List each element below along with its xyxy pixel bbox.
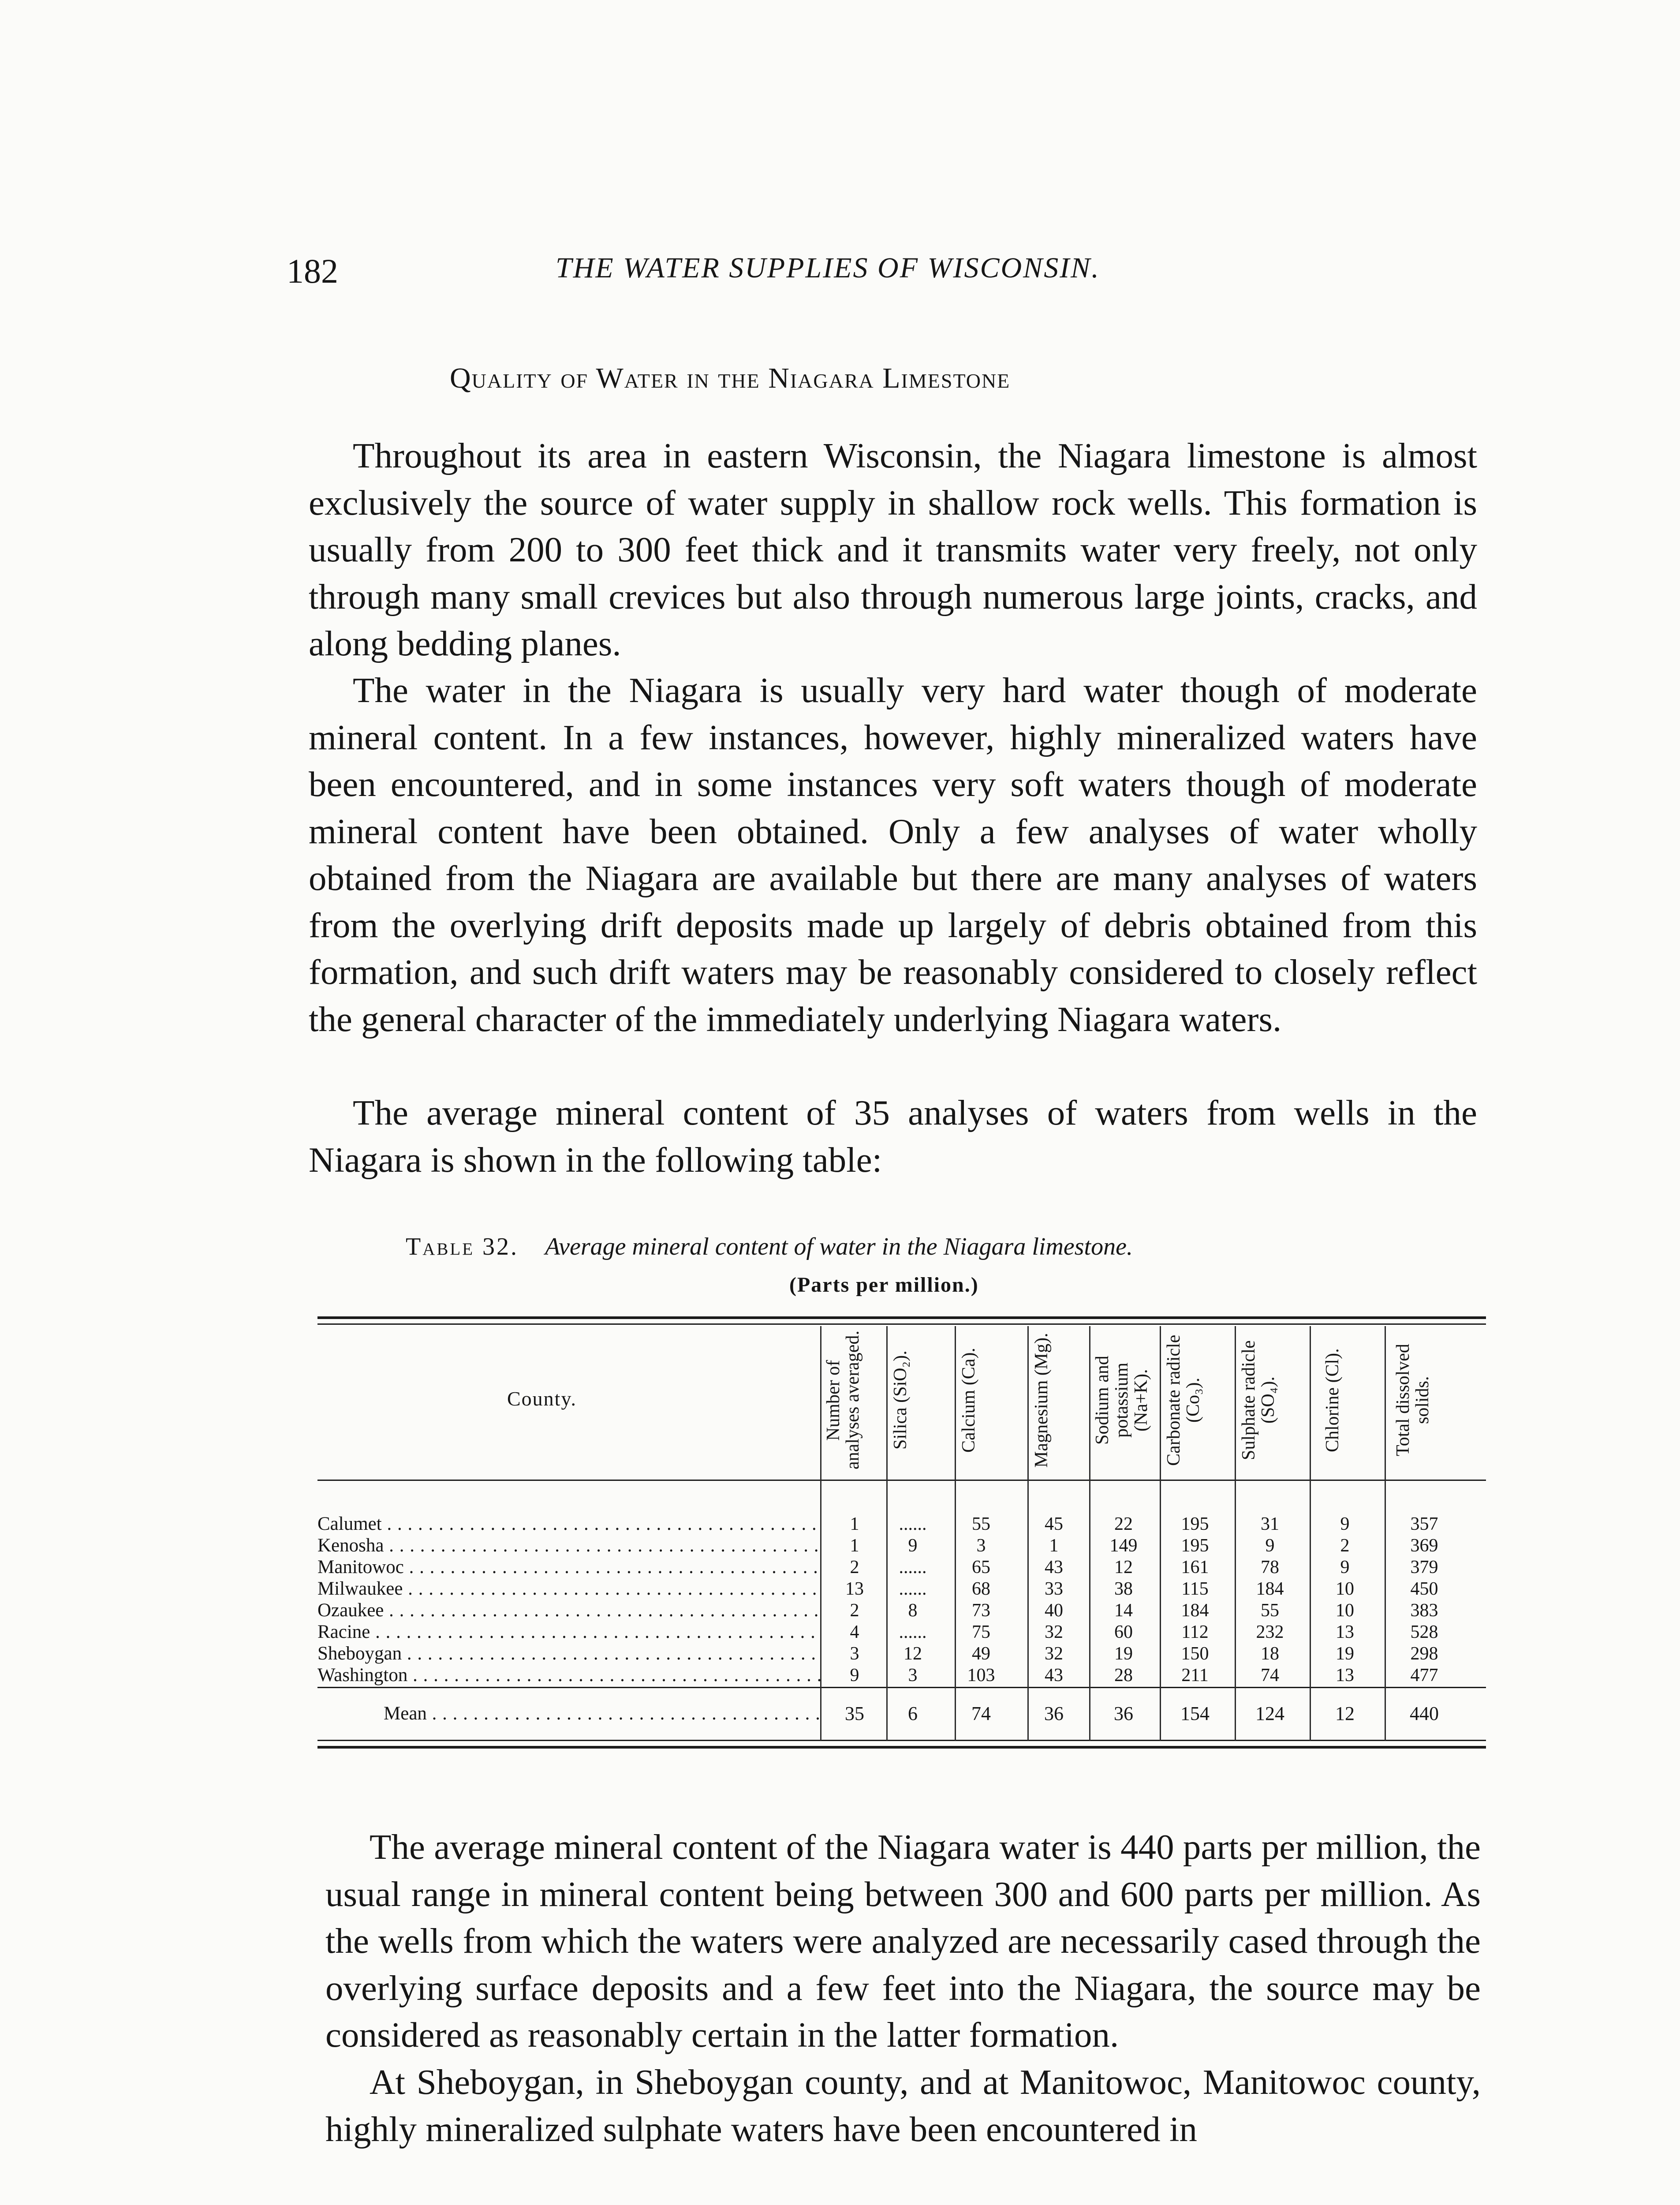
mean-cell: 35 <box>845 1703 864 1724</box>
table-cell: ...... <box>899 1514 927 1534</box>
table-cell: 115 <box>1181 1579 1209 1599</box>
column-header: Sodium and potassium (Na+K). <box>1092 1356 1151 1445</box>
table-top-rule <box>317 1316 1486 1319</box>
table-cell: 40 <box>1045 1600 1063 1621</box>
table-caption <box>406 1233 1464 1261</box>
table-cell: 379 <box>1410 1557 1438 1577</box>
mean-cell: 154 <box>1180 1703 1210 1724</box>
column-header: Number of analyses averaged. <box>823 1330 863 1470</box>
table-cell: 38 <box>1114 1579 1133 1599</box>
table-cell: 19 <box>1114 1644 1133 1664</box>
table-cell: 149 <box>1109 1536 1138 1556</box>
table-cell: 2 <box>850 1557 859 1577</box>
paragraph-text: The water in the Niagara is usually very hard water though of moderate mineral content. In a few instances, however, highly mineralized waters have been encountered, and in some instances very soft waters though of moderate mineral content have been obtained. Only a few analyses of water wholly obtained from the Niagara are available but there are many analyses of waters from the overlying drift deposits made up largely of debris obtained from this formation, and such drift waters may be reasonably considered to closely reflect the general character of the immediately underlying Niagara waters. <box>309 670 1477 1039</box>
paragraph-3 <box>309 1089 1477 1183</box>
table-cell: 32 <box>1045 1644 1063 1664</box>
table-cell: 528 <box>1410 1622 1438 1642</box>
table-cell: 74 <box>1261 1665 1279 1686</box>
table-cell: 150 <box>1181 1644 1209 1664</box>
mean-cell: 74 <box>971 1703 991 1724</box>
table-cell: 184 <box>1256 1579 1284 1599</box>
paragraph-text: Throughout its area in eastern Wisconsin, the Niagara limestone is almost exclusively the source of water supply in shallow rock wells. This formation is usually from 200 to 300 feet thick and it transmits water very freely, not only through many small crevices but also through numerous large joints, cracks, and along bedding planes. <box>309 436 1477 663</box>
table-cell: 43 <box>1045 1665 1063 1686</box>
table-cell: 28 <box>1114 1665 1133 1686</box>
table-cell: 13 <box>845 1579 864 1599</box>
column-header: Total dissolved solids. <box>1393 1344 1433 1457</box>
table-cell: 3 <box>976 1536 986 1556</box>
table-cell: 9 <box>850 1665 859 1686</box>
table-cell: 232 <box>1256 1622 1284 1642</box>
table-top-rule-thin <box>317 1323 1486 1325</box>
table-cell: 9 <box>1340 1557 1350 1577</box>
table-cell: 1 <box>850 1536 859 1556</box>
table-caption-text: Average mineral content of water in the Niagara limestone. <box>545 1233 1133 1260</box>
table-cell: 55 <box>972 1514 990 1534</box>
mean-cell: 12 <box>1335 1703 1355 1724</box>
paragraph-text: The average mineral content of 35 analyses of waters from wells in the Niagara is shown in the following table: <box>309 1093 1477 1180</box>
table-cell: 195 <box>1181 1536 1209 1556</box>
table-cell: 2 <box>1340 1536 1350 1556</box>
table-cell: 195 <box>1181 1514 1209 1534</box>
table-cell: 22 <box>1114 1514 1133 1534</box>
table-cell: 31 <box>1261 1514 1279 1534</box>
running-title: THE WATER SUPPLIES OF WISCONSIN. <box>556 252 1100 284</box>
table-cell: 75 <box>972 1622 990 1642</box>
table-cell: 12 <box>1114 1557 1133 1577</box>
table-cell: 68 <box>972 1579 990 1599</box>
column-divider <box>1235 1326 1236 1741</box>
table-cell: 383 <box>1410 1600 1438 1621</box>
county-column-header: County. <box>507 1387 577 1410</box>
table-cell: 2 <box>850 1600 859 1621</box>
table-cell: 357 <box>1410 1514 1438 1534</box>
county-cell: Milwaukee . . . <box>317 1577 820 1600</box>
table-cell: 9 <box>908 1536 918 1556</box>
column-header: Sulphate radicle (SO₄). <box>1239 1340 1278 1460</box>
table-cell: 3 <box>908 1665 918 1686</box>
table-cell: 10 <box>1336 1579 1354 1599</box>
table-cell: ...... <box>899 1579 927 1599</box>
paragraph-5 <box>325 2059 1481 2153</box>
column-header: Chlorine (Cl). <box>1322 1348 1343 1452</box>
mean-cell: 36 <box>1114 1703 1133 1724</box>
column-divider <box>820 1326 821 1741</box>
table-cell: 1 <box>850 1514 859 1534</box>
paragraph-1 <box>309 432 1477 667</box>
table-cell: 43 <box>1045 1557 1063 1577</box>
county-cell: Manitowoc . . . <box>317 1556 820 1579</box>
mean-cell: 440 <box>1410 1703 1439 1724</box>
table-cell: 369 <box>1410 1536 1438 1556</box>
table-cell: 49 <box>972 1644 990 1664</box>
table-cell: 32 <box>1045 1622 1063 1642</box>
table-cell: 19 <box>1336 1644 1354 1664</box>
county-cell: Racine . . . <box>317 1621 820 1644</box>
table-cell: 78 <box>1261 1557 1279 1577</box>
mean-cell: 6 <box>908 1703 918 1724</box>
table-cell: 3 <box>850 1644 859 1664</box>
table-cell: 184 <box>1181 1600 1209 1621</box>
table-cell: 12 <box>903 1644 922 1664</box>
county-cell: Calumet . . . <box>317 1513 820 1536</box>
table-cell: 103 <box>967 1665 995 1686</box>
mean-cell: 36 <box>1044 1703 1064 1724</box>
column-divider <box>1310 1326 1311 1741</box>
paragraph-text: The average mineral content of the Niagara water is 440 parts per million, the usual range in mineral content being between 300 and 600 parts per million. As the wells from which the waters were analyzed are necessarily cased through the overlying surface deposits and a few feet into the Niagara, the source may be considered as reasonably certain in the latter formation. <box>325 1827 1481 2055</box>
table-cell: 13 <box>1336 1665 1354 1686</box>
table-cell: 4 <box>850 1622 859 1642</box>
table-cell: 161 <box>1181 1557 1209 1577</box>
table-cell: 1 <box>1049 1536 1059 1556</box>
table-cell: 450 <box>1410 1579 1438 1599</box>
column-header: Calcium (Ca). <box>959 1348 979 1453</box>
paragraph-4 <box>325 1824 1481 2059</box>
table-cell: 45 <box>1045 1514 1063 1534</box>
section-heading: Quality of Water in the Niagara Limestone <box>450 362 1011 394</box>
mean-label: Mean . . . <box>317 1702 820 1725</box>
table-cell: 65 <box>972 1557 990 1577</box>
table-cell: 33 <box>1045 1579 1063 1599</box>
table-cell: 477 <box>1410 1665 1438 1686</box>
table-cell: 55 <box>1261 1600 1279 1621</box>
page-number: 182 <box>287 252 338 290</box>
mineral-content-table <box>317 1316 1486 1788</box>
column-divider <box>1385 1326 1386 1741</box>
mean-cell: 124 <box>1255 1703 1284 1724</box>
table-cell: ...... <box>899 1622 927 1642</box>
table-cell: 73 <box>972 1600 990 1621</box>
table-cell: 14 <box>1114 1600 1133 1621</box>
table-cell: 10 <box>1336 1600 1354 1621</box>
table-cell: 298 <box>1410 1644 1438 1664</box>
table-cell: 211 <box>1181 1665 1209 1686</box>
table-cell: ...... <box>899 1557 927 1577</box>
table-units: (Parts per million.) <box>789 1273 979 1297</box>
table-bottom-rule <box>317 1746 1486 1749</box>
county-cell: Kenosha . . . <box>317 1534 820 1557</box>
running-head <box>287 247 1521 304</box>
table-cell: 60 <box>1114 1622 1133 1642</box>
column-header: Carbonate radicle (Co₃). <box>1164 1334 1203 1466</box>
column-header: Silica (SiO₂). <box>890 1350 911 1450</box>
table-cell: 112 <box>1181 1622 1209 1642</box>
table-cell: 13 <box>1336 1622 1354 1642</box>
table-cell: 9 <box>1340 1514 1350 1534</box>
county-cell: Ozaukee . . . <box>317 1599 820 1622</box>
table-label: Table 32. <box>406 1233 519 1260</box>
column-header: Magnesium (Mg). <box>1031 1333 1052 1468</box>
table-cell: 9 <box>1265 1536 1275 1556</box>
county-cell: Sheboygan . . . <box>317 1642 820 1665</box>
column-divider <box>1089 1326 1090 1741</box>
table-cell: 18 <box>1261 1644 1279 1664</box>
paragraph-2 <box>309 667 1477 1043</box>
county-cell: Washington . . . <box>317 1664 820 1687</box>
column-divider <box>1160 1326 1161 1741</box>
paragraph-text: At Sheboygan, in Sheboygan county, and at Manitowoc, Manitowoc county, highly mineralized sulphate waters have been encountered in <box>325 2062 1481 2149</box>
table-cell: 8 <box>908 1600 918 1621</box>
